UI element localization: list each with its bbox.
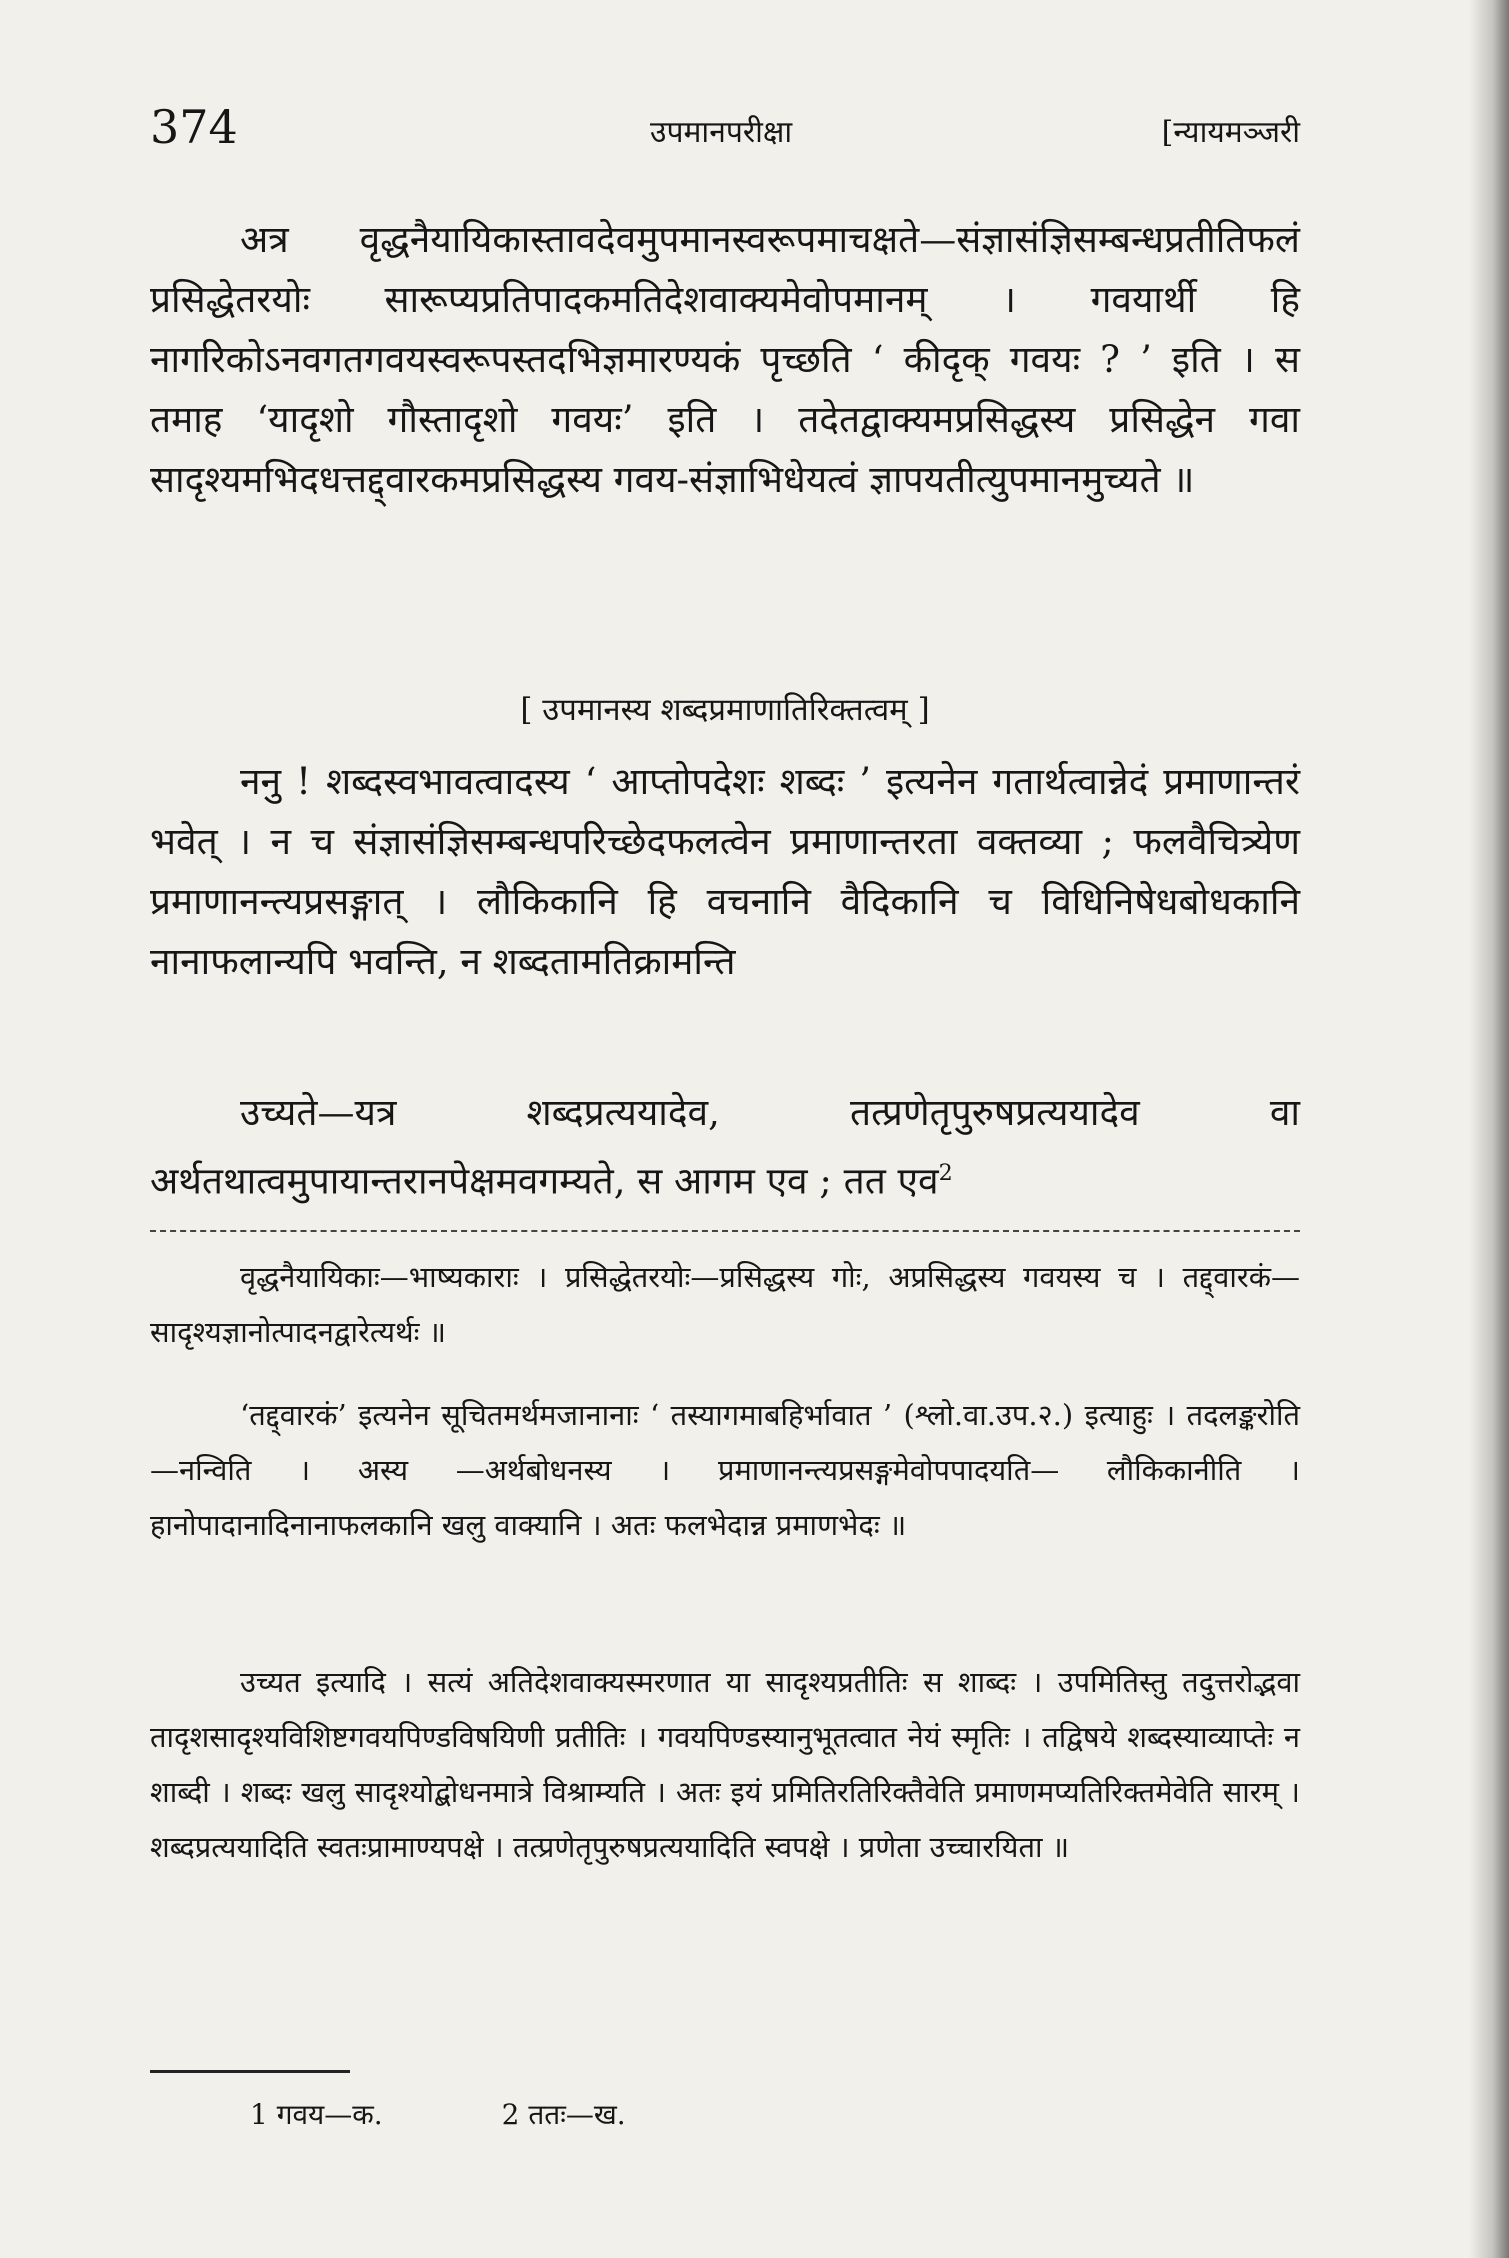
main-paragraph-1: अत्र वृद्धनैयायिकास्तावदेवमुपमानस्वरूपमाचक्षते—संज्ञासंज्ञिसम्बन्धप्रतीतिफलं प्रसिद्धेतरयोः सारूप्यप्रतिपादकमतिदेशवाक्यमेवोपमानम् । गवयार्थी हि नागरिकोऽनवगतगवयस्वरूपस्तदभिज्ञमारण्यकं पृच्छति ‘ कीदृक् गवयः ? ’ इति । स तमाह ‘यादृशो गौस्तादृशो गवयः’ इति । तदेतद्वाक्यमप्रसिद्धस्य प्रसिद्धेन गवा सादृश्यमभिदधत्तद्द्वारकमप्रसिद्धस्य गवय-संज्ञाभिधेयत्वं ज्ञापयतीत्युपमानमुच्यते ॥ (150, 218, 1300, 501)
commentary-divider (150, 1230, 1300, 1232)
footnotes (250, 2095, 736, 2133)
footnote-divider (150, 2070, 350, 2073)
running-title: उपमानपरीक्षा (650, 115, 793, 150)
commentary-paragraph-3: उच्यत इत्यादि । सत्यं अतिदेशवाक्यस्मरणात या सादृश्यप्रतीतिः स शाब्दः । उपमितिस्तु तदुत्तरोद्भवा तादृशसादृश्यविशिष्टगवयपिण्डविषयिणी प्रतीतिः । गवयपिण्डस्यानुभूतत्वात नेयं स्मृतिः । तद्विषये शब्दस्याव्याप्तेः न शाब्दी । शब्दः खलु सादृश्योद्बोधनमात्रे विश्राम्यति । अतः इयं प्रमितिरतिरिक्तैवेति प्रमाणमप्यतिरिक्तमेवेति सारम् । शब्दप्रत्ययादिति स्वतःप्रामाण्यपक्षे । तत्प्रणेतृपुरुषप्रत्ययादिति स्वपक्षे । प्रणेता उच्चारयिता ॥ (150, 1665, 1300, 1864)
scan-edge-shadow (1469, 0, 1509, 2258)
commentary-paragraph-2: ‘तद्द्वारकं’ इत्यनेन सूचितमर्थमजानानाः ‘ तस्यागमाबहिर्भावात ’ (श्लो.वा.उप.२.) इत्याहुः । तदलङ्करोति—नन्विति । अस्य —अर्थबोधनस्य । प्रमाणानन्त्यप्रसङ्गमेवोपपादयति— लौकिकानीति । हानोपादानादिनानाफलकानि खलु वाक्यानि । अतः फलभेदान्न प्रमाणभेदः ॥ (150, 1398, 1300, 1542)
page-number: 374 (150, 100, 238, 154)
page-header (150, 100, 1300, 160)
footnote-1: 1 गवय—क. (250, 2098, 383, 2131)
main-paragraph-3-text: उच्यते—यत्र शब्दप्रत्ययादेव, तत्प्रणेतृपुरुषप्रत्ययादेव वा अर्थतथात्वमुपायान्तरानपेक्षमवगम्यते, स आगम एव ; तत एव (150, 1091, 1300, 1203)
main-paragraph-3 (150, 1083, 1300, 1211)
section-heading: [ उपमानस्य शब्दप्रमाणातिरिक्तत्वम् ] (520, 692, 930, 728)
footnote-marker: 2 (938, 1160, 953, 1186)
commentary-paragraph-1: वृद्धनैयायिकाः—भाष्यकाराः । प्रसिद्धेतरयोः—प्रसिद्धस्य गोः, अप्रसिद्धस्य गवयस्य च । तद्द्वारकं— सादृश्यज्ञानोत्पादनद्वारेत्यर्थः ॥ (150, 1260, 1300, 1349)
main-paragraph-2: ननु ! शब्दस्वभावत्वादस्य ‘ आप्तोपदेशः शब्दः ’ इत्यनेन गतार्थत्वान्नेदं प्रमाणान्तरं भवेत् । न च संज्ञासंज्ञिसम्बन्धपरिच्छेदफलत्वेन प्रमाणान्तरता वक्तव्या ; फलवैचित्र्येण प्रमाणानन्त्यप्रसङ्गात् । लौकिकानि हि वचनानि वैदिकानि च विधिनिषेधबोधकानि नानाफलान्यपि भवन्ति, न शब्दतामतिक्रामन्ति (150, 760, 1300, 983)
book-title: [न्यायमञ्जरी (1161, 115, 1300, 150)
footnote-2: 2 ततः—ख. (501, 2098, 626, 2131)
